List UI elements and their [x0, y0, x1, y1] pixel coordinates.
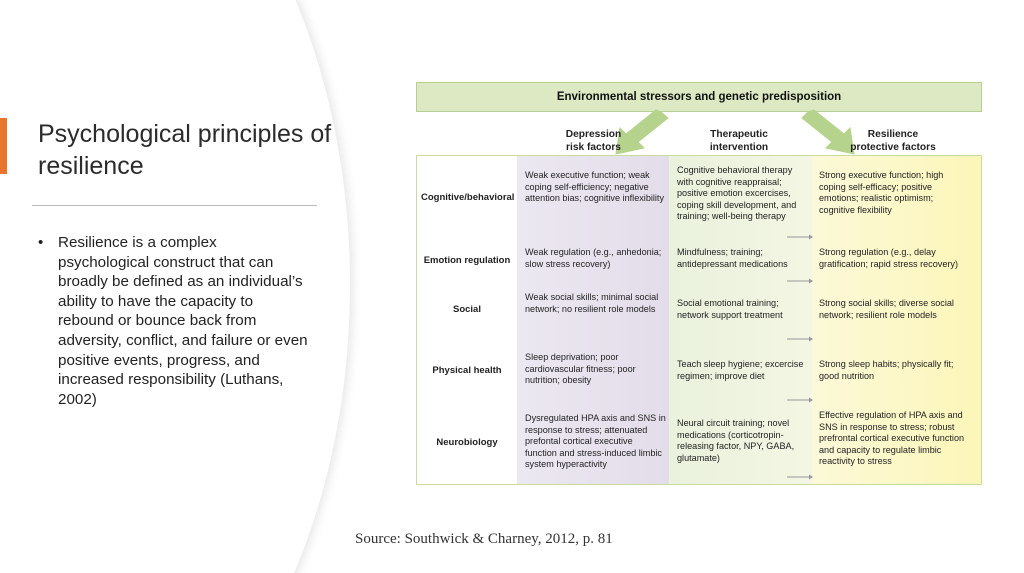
factor-table	[416, 155, 982, 485]
row-label-cognitive: Cognitive/behavioral	[421, 192, 515, 203]
resilience-figure	[416, 82, 984, 490]
cell-social-therapy: Social emotional training; network support treatment	[677, 298, 783, 320]
cell-neurobiology-therapy: Neural circuit training; novel medications (corticotropin-releasing factor, NPY, GABA, glutamate)	[677, 418, 795, 463]
header-depression-risk	[526, 128, 661, 154]
cell-cognitive-therapy: Cognitive behavioral therapy with cognitive reappraisal; positive emotion excercises, coping skill development, and training; well-being therapy	[677, 165, 797, 221]
bullet-marker: •	[38, 234, 44, 251]
cell-social-risk: Weak social skills; minimal social network; no resilient role models	[525, 292, 659, 314]
cell-physical-risk: Sleep deprivation; poor cardiovascular fitness; poor nutrition; obesity	[525, 352, 636, 385]
header-depression-risk-text: Depression risk factors	[565, 129, 622, 153]
title-accent-bar	[0, 118, 7, 174]
header-therapeutic-text: Therapeutic intervention	[709, 129, 769, 153]
cell-neurobiology-resilience: Effective regulation of HPA axis and SNS in response to stress; robust prefrontal cortical executive function and capacity to regulate limbic reactivity to stress	[819, 410, 965, 466]
cell-physical-therapy: Teach sleep hygiene; excercise regimen; improve diet	[677, 359, 804, 381]
environmental-banner: Environmental stressors and genetic predisposition	[416, 82, 982, 112]
cell-emotion-resilience: Strong regulation (e.g., delay gratification; rapid stress recovery)	[819, 247, 958, 269]
header-resilience-text: Resilience protective factors	[850, 129, 936, 153]
row-arrow-icon	[787, 278, 813, 284]
slide-title: Psychological principles of resilience	[38, 120, 332, 180]
cell-physical-resilience: Strong sleep habits; physically fit; good nutrition	[819, 359, 954, 381]
row-arrow-icon	[787, 474, 813, 480]
cell-neurobiology-risk: Dysregulated HPA axis and SNS in response to stress; attenuated prefontal cortical executive function and stress-induced limbic system hyperactivity	[525, 413, 666, 469]
title-divider	[32, 205, 317, 206]
row-label-neurobiology: Neurobiology	[436, 437, 498, 448]
header-therapeutic	[674, 128, 804, 154]
source-citation: Source: Southwick & Charney, 2012, p. 81	[355, 531, 613, 547]
row-arrow-icon	[787, 336, 813, 342]
cell-social-resilience: Strong social skills; diverse social network; resilient role models	[819, 298, 954, 320]
row-arrow-icon	[787, 397, 813, 403]
header-resilience	[828, 128, 958, 154]
cell-cognitive-resilience: Strong executive function; high coping self-efficacy; positive emotions; realistic optimism; cognitive flexibility	[819, 170, 944, 215]
bullet-list	[38, 233, 310, 409]
cell-emotion-therapy: Mindfulness; training; antidepressant medications	[677, 247, 788, 269]
cell-cognitive-risk: Weak executive function; weak coping self-efficiency; negative attention bias; cognitive inflexibility	[525, 170, 665, 203]
row-label-physical: Physical health	[432, 365, 502, 376]
row-label-social: Social	[453, 304, 481, 315]
row-arrow-icon	[787, 234, 813, 240]
bullet-item: Resilience is a complex psychological construct that can broadly be defined as an individual’s ability to have the capacity to rebound or bounce back from adversity, conflict, and failure or even positive events, progress, and increased responsibility (Luthans, 2002)	[58, 234, 308, 408]
cell-emotion-risk: Weak regulation (e.g., anhedonia; slow stress recovery)	[525, 247, 662, 269]
row-label-emotion: Emotion regulation	[423, 255, 511, 266]
